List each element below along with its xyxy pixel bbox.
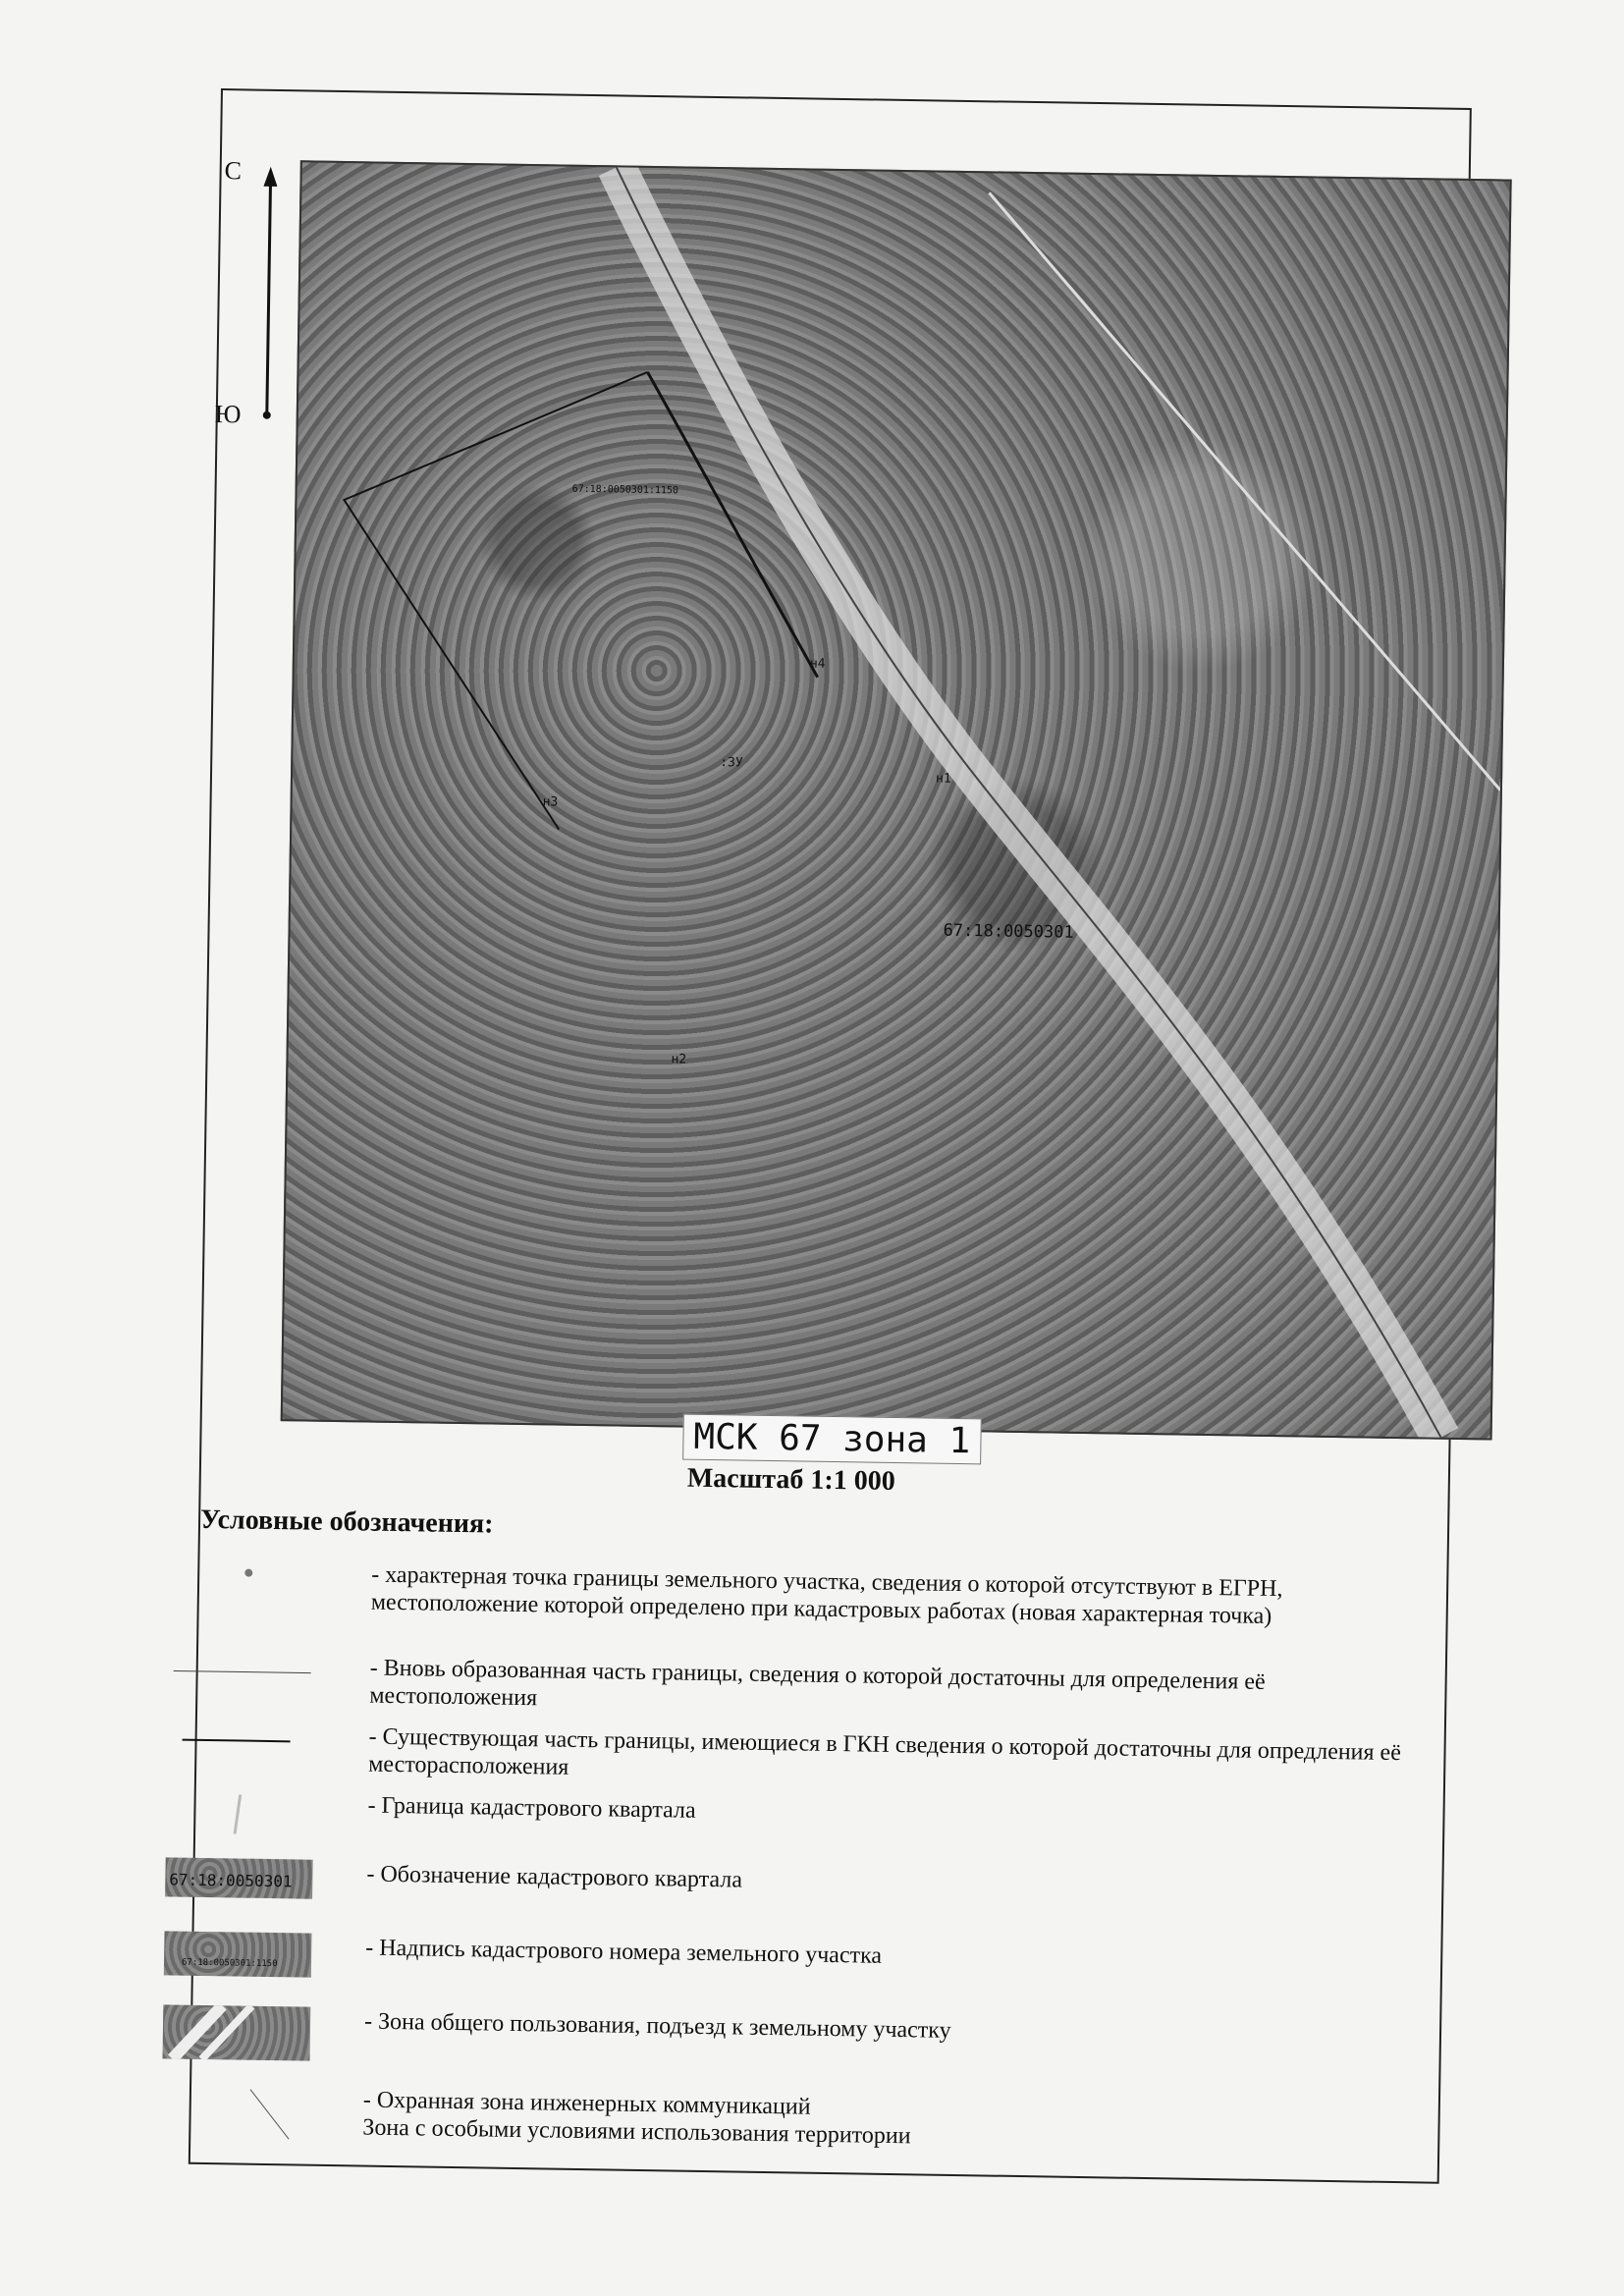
legend-item-utility-zone: [191, 2084, 1409, 2150]
public-zone-symbol-icon: [162, 2004, 310, 2060]
utility-zone-symbol-icon: [161, 2083, 309, 2144]
legend-text: - Существующая часть границы, имеющиеся в ГКН сведения о которой достаточны для опредления её месторасположения: [368, 1723, 1402, 1780]
legend-item-existing-boundary: [197, 1721, 1415, 1780]
legend-text: - Охранная зона инженерных коммуникаций Зона с особыми условиями использования территории: [362, 2087, 911, 2150]
point-n3-label: н3: [542, 794, 559, 810]
legend-item-new-boundary: [198, 1652, 1416, 1712]
thick-line-symbol-icon: [167, 1720, 315, 1771]
orthophoto-map: [281, 160, 1512, 1440]
thin-line-symbol-icon: [168, 1651, 316, 1702]
point-n4-label: н4: [809, 656, 826, 672]
legend-item-public-zone: [192, 2005, 1410, 2044]
legend-item-quarter-boundary: [196, 1789, 1414, 1824]
point-n2-label: н2: [671, 1052, 687, 1067]
legend-text: - Граница кадастрового квартала: [367, 1792, 696, 1824]
legend-text: - Надпись кадастрового номера земельного участка: [365, 1935, 883, 1969]
legend-item-new-point: [199, 1558, 1417, 1630]
legend-text: - Вновь образованная часть границы, сведения о которой достаточны для определения её местоположения: [369, 1655, 1266, 1712]
legend-title: Условные обозначения:: [199, 1503, 494, 1540]
map-overlay: [283, 162, 1510, 1438]
scale-label: Масштаб 1:1 000: [686, 1462, 895, 1497]
coordinate-system-label: МСК 67 зона 1: [682, 1414, 981, 1465]
point-n1-label: н1: [935, 771, 951, 787]
legend-text: - Зона общего пользования, подъезд к земельному участку: [363, 2008, 951, 2044]
legend-text: - характерная точка границы земельного участка, сведения о которой отсутствуют в ЕГРН, местоположение которой определено при кадастровых работах (новая характерная точка): [370, 1561, 1283, 1630]
legend-text: - Обозначение кадастрового квартала: [366, 1861, 743, 1893]
dot-symbol-icon: [170, 1558, 318, 1609]
south-label: Ю: [214, 399, 242, 429]
quarter-label: 67:18:0050301: [943, 920, 1074, 943]
parcel-number-label: 67:18:0050301:1150: [571, 483, 679, 497]
legend-item-parcel-label: [181, 1932, 1412, 1970]
quarter-boundary-symbol-icon: [166, 1788, 314, 1839]
sheet-frame: [169, 88, 1472, 2184]
zu-label: :ЗУ: [720, 755, 743, 771]
north-label: С: [224, 156, 243, 186]
quarter-label-symbol: 67:18:0050301: [165, 1857, 313, 1898]
legend-item-quarter-label: [169, 1858, 1413, 1893]
north-arrow: [214, 156, 286, 460]
parcel-label-symbol: 67:18:0050301:1150: [164, 1931, 312, 1977]
